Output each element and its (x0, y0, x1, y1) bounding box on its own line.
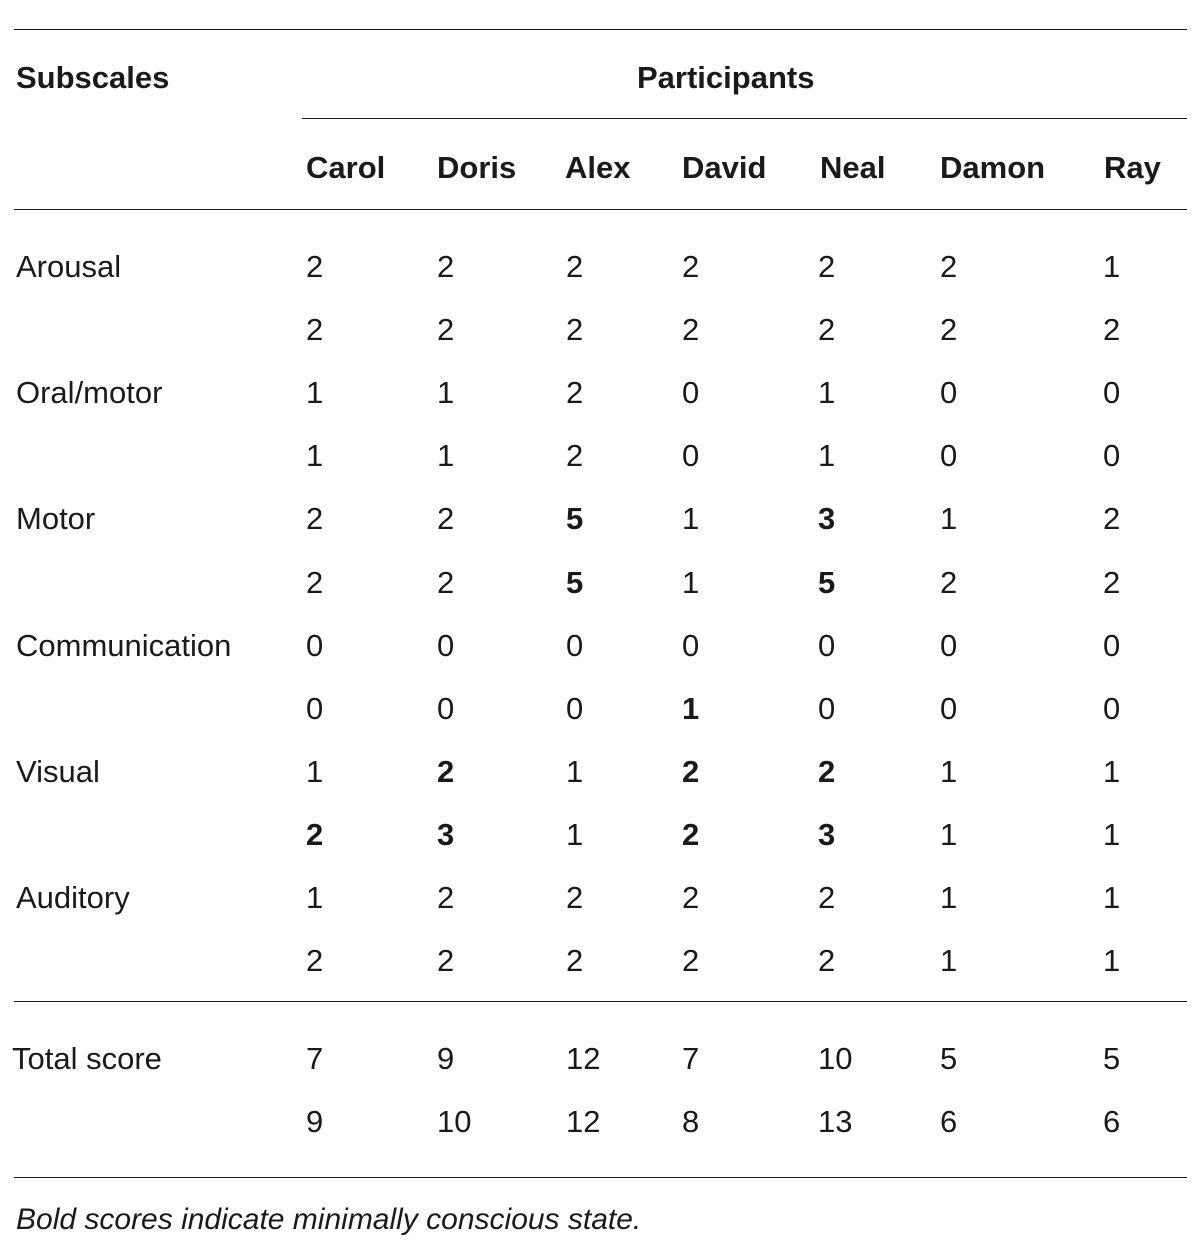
score-cell: 2 (940, 249, 958, 284)
score-cell: 1 (940, 754, 958, 789)
participant-header-neal: Neal (820, 150, 886, 185)
participant-header-ray: Ray (1104, 150, 1161, 185)
score-cell: 5 (566, 565, 584, 600)
score-cell: 2 (682, 817, 700, 852)
score-cell: 2 (940, 565, 958, 600)
score-cell: 5 (818, 565, 836, 600)
score-cell: 2 (306, 817, 324, 852)
score-cell: 2 (682, 249, 700, 284)
score-cell: 0 (1103, 375, 1121, 410)
score-cell: 2 (437, 880, 455, 915)
score-cell: 1 (1103, 817, 1121, 852)
row-label: Oral/motor (16, 375, 163, 410)
score-cell: 0 (306, 628, 324, 663)
score-cell: 2 (306, 943, 324, 978)
score-cell: 2 (818, 249, 836, 284)
score-cell: 2 (818, 880, 836, 915)
score-cell: 1 (566, 817, 584, 852)
score-cell: 1 (682, 501, 700, 536)
row-label: Arousal (16, 249, 122, 284)
total-cell: 6 (1103, 1104, 1121, 1139)
total-cell: 5 (940, 1041, 958, 1076)
score-cell: 0 (682, 438, 700, 473)
total-cell: 12 (566, 1104, 601, 1139)
total-cell: 6 (940, 1104, 958, 1139)
total-cell: 9 (437, 1041, 455, 1076)
total-cell: 7 (682, 1041, 700, 1076)
score-cell: 1 (306, 880, 324, 915)
score-cell: 3 (437, 817, 455, 852)
score-cell: 2 (566, 312, 584, 347)
score-cell: 3 (818, 501, 836, 536)
participants-rule (302, 118, 1187, 119)
totals-top-rule (14, 1001, 1187, 1002)
header-bottom-rule (14, 209, 1187, 210)
score-cell: 2 (306, 249, 324, 284)
score-cell: 1 (437, 438, 455, 473)
score-cell: 0 (818, 691, 836, 726)
bottom-rule (14, 1177, 1187, 1178)
subscales-header: Subscales (16, 60, 170, 95)
total-cell: 9 (306, 1104, 324, 1139)
score-cell: 2 (566, 880, 584, 915)
row-label: Auditory (16, 880, 130, 915)
score-cell: 1 (437, 375, 455, 410)
footnote: Bold scores indicate minimally conscious state. (16, 1203, 642, 1236)
score-cell: 0 (566, 628, 584, 663)
score-cell: 0 (1103, 691, 1121, 726)
score-cell: 2 (566, 249, 584, 284)
row-label: Communication (16, 628, 232, 663)
score-cell: 2 (682, 312, 700, 347)
participant-header-alex: Alex (565, 150, 631, 185)
score-cell: 0 (940, 691, 958, 726)
score-cell: 2 (940, 312, 958, 347)
score-cell: 2 (1103, 565, 1121, 600)
total-cell: 7 (306, 1041, 324, 1076)
score-cell: 1 (306, 754, 324, 789)
score-cell: 2 (437, 312, 455, 347)
score-cell: 1 (1103, 880, 1121, 915)
total-cell: 5 (1103, 1041, 1121, 1076)
score-cell: 0 (1103, 628, 1121, 663)
participant-header-doris: Doris (437, 150, 517, 185)
score-cell: 2 (437, 249, 455, 284)
score-cell: 1 (1103, 943, 1121, 978)
score-cell: 0 (566, 691, 584, 726)
score-cell: 1 (940, 817, 958, 852)
score-cell: 2 (1103, 501, 1121, 536)
score-cell: 2 (818, 312, 836, 347)
score-cell: 2 (437, 754, 455, 789)
score-cell: 0 (940, 438, 958, 473)
participant-header-carol: Carol (306, 150, 386, 185)
score-cell: 0 (437, 628, 455, 663)
score-cell: 2 (566, 375, 584, 410)
score-cell: 1 (1103, 249, 1121, 284)
total-cell: 12 (566, 1041, 601, 1076)
total-cell: 10 (437, 1104, 472, 1139)
score-cell: 1 (682, 565, 700, 600)
score-cell: 1 (818, 375, 836, 410)
total-cell: 10 (818, 1041, 853, 1076)
score-cell: 1 (306, 375, 324, 410)
participant-header-damon: Damon (940, 150, 1046, 185)
score-cell: 0 (682, 375, 700, 410)
score-cell: 2 (566, 438, 584, 473)
score-cell: 0 (940, 375, 958, 410)
row-label: Visual (16, 754, 100, 789)
score-cell: 0 (1103, 438, 1121, 473)
score-cell: 1 (566, 754, 584, 789)
total-label: Total score (12, 1041, 162, 1076)
score-cell: 2 (437, 565, 455, 600)
score-cell: 2 (682, 880, 700, 915)
score-cell: 1 (1103, 754, 1121, 789)
score-cell: 3 (818, 817, 836, 852)
score-cell: 1 (818, 438, 836, 473)
score-cell: 1 (940, 880, 958, 915)
score-cell: 2 (437, 943, 455, 978)
row-label: Motor (16, 501, 96, 536)
score-cell: 2 (818, 754, 836, 789)
score-cell: 1 (306, 438, 324, 473)
score-cell: 5 (566, 501, 584, 536)
score-cell: 2 (306, 565, 324, 600)
score-cell: 0 (682, 628, 700, 663)
score-cell: 1 (940, 501, 958, 536)
score-cell: 1 (940, 943, 958, 978)
score-cell: 0 (818, 628, 836, 663)
participant-header-david: David (682, 150, 767, 185)
score-cell: 2 (306, 312, 324, 347)
score-cell: 2 (818, 943, 836, 978)
score-cell: 2 (437, 501, 455, 536)
score-cell: 2 (306, 501, 324, 536)
score-cell: 0 (306, 691, 324, 726)
score-cell: 2 (566, 943, 584, 978)
score-cell: 1 (682, 691, 700, 726)
score-cell: 2 (682, 754, 700, 789)
top-rule (14, 29, 1187, 30)
score-cell: 0 (940, 628, 958, 663)
total-cell: 13 (818, 1104, 853, 1139)
total-cell: 8 (682, 1104, 700, 1139)
score-cell: 0 (437, 691, 455, 726)
score-cell: 2 (682, 943, 700, 978)
participants-header: Participants (637, 60, 815, 95)
score-cell: 2 (1103, 312, 1121, 347)
